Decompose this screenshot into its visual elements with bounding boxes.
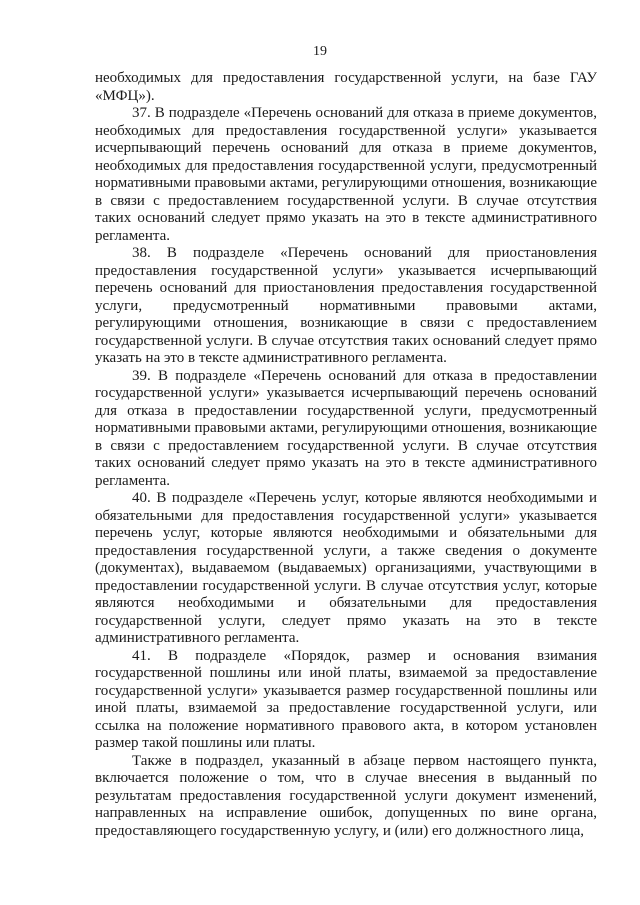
page-number: 19 (313, 44, 327, 59)
document-body (95, 70, 597, 840)
paragraph-39: 39. В подразделе «Перечень оснований для отказа в предоставлении государственной услуги» указывается исчерпывающий перечень оснований для отказа в предоставлении государственной услуги, предусмотренный нормативными правовыми актами, регулирующими отношения, возникающие в связи с предоставлением государственной услуги. В случае отсутствия таких оснований следует прямо указать на это в тексте административного регламента. (95, 367, 597, 489)
paragraph-36-continuation: необходимых для предоставления государственной услуги, на базе ГАУ «МФЦ»). (95, 70, 597, 104)
paragraph-38: 38. В подразделе «Перечень оснований для приостановления предоставления государственной услуги» указывается исчерпывающий перечень оснований для приостановления предоставления государственной услуги, предусмотренный нормативными правовыми актами, регулирующими отношения, возникающие в связи с предоставлением государственной услуги. В случае отсутствия таких оснований следует прямо указать на это в тексте административного регламента. (95, 245, 597, 366)
paragraph-40: 40. В подразделе «Перечень услуг, которые являются необходимыми и обязательными для предоставления государственной услуги» указывается перечень услуг, которые являются необходимыми и обязательными для предоставления государственной услуги, а также сведения о документе (документах), выдаваемом (выдаваемых) организациями, участвующими в предоставлении государственной услуги. В случае отсутствия услуг, которые являются необходимыми и обязательными для предоставления государственной услуги, следует прямо указать на это в тексте административного регламента. (95, 490, 597, 646)
paragraph-37: 37. В подразделе «Перечень оснований для отказа в приеме документов, необходимых для предоставления государственной услуги» указывается исчерпывающий перечень оснований для отказа в приеме документов, необходимых для предоставления государственной услуги, предусмотренный нормативными правовыми актами, регулирующими отношения, возникающие в связи с предоставлением государственной услуги. В случае отсутствия таких оснований следует прямо указать на это в тексте административного регламента. (95, 105, 597, 244)
paragraph-41: 41. В подразделе «Порядок, размер и основания взимания государственной пошлины или иной платы, взимаемой за предоставление государственной услуги» указывается размер государственной пошлины или иной платы, взимаемой за предоставление государственной услуги, или ссылка на положение нормативного правового акта, в котором установлен размер такой пошлины или платы. (95, 647, 597, 751)
paragraph-41-continuation: Также в подраздел, указанный в абзаце первом настоящего пункта, включается положение о том, что в случае внесения в выданный по результатам предоставления государственной услуги документ изменений, направленных на исправление ошибок, допущенных по вине органа, предоставляющего государственную услугу, и (или) его должностного лица, (95, 752, 597, 839)
